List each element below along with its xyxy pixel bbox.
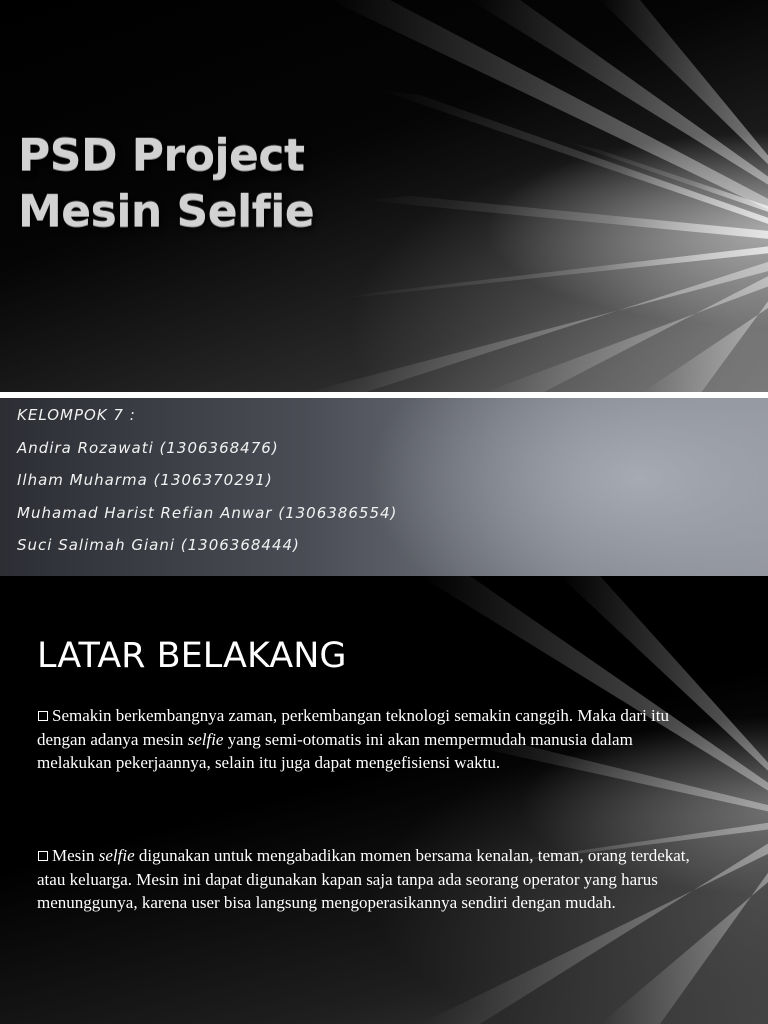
- group-label: KELOMPOK 7 :: [17, 406, 136, 424]
- background-slide: [0, 576, 768, 1024]
- author-item: Andira Rozawati (1306368476): [17, 438, 279, 457]
- paragraph-2-text-start: Mesin: [52, 846, 99, 865]
- paragraph-2-text-end: digunakan untuk mengabadikan momen bersama kenalan, teman, orang terdekat, atau keluarga. Mesin ini dapat digunakan kapan saja tanpa ada seorang operator yang harus menunggunya, karena user bisa langsung mengoperasikannya sendiri dengan mudah.: [37, 846, 690, 913]
- title-line-1: PSD Project: [18, 130, 305, 181]
- paragraph-1-text-start: Semakin berkembangnya zaman, perkembangan teknologi semakin canggih. Maka dari itu dengan adanya mesin: [37, 706, 669, 749]
- presentation-title: [18, 128, 314, 240]
- checkbox-bullet-icon: [38, 851, 48, 861]
- author-item: Ilham Muharma (1306370291): [17, 471, 273, 489]
- title-slide-background: [0, 0, 768, 394]
- paragraph-2-italic: selfie: [98, 846, 135, 865]
- author-item: Suci Salimah Giani (1306368444): [17, 536, 300, 554]
- section-heading: LATAR BELAKANG: [37, 636, 347, 676]
- authors-list: [17, 404, 397, 567]
- author-item: Muhamad Harist Refian Anwar (1306386554): [17, 503, 398, 522]
- paragraph-1: [37, 704, 697, 775]
- checkbox-bullet-icon: [38, 711, 48, 721]
- title-line-2: Mesin Selfie: [18, 186, 315, 237]
- paragraph-2: [37, 844, 697, 915]
- paragraph-1-italic: selfie: [187, 729, 224, 749]
- authors-band: [0, 398, 768, 576]
- paragraph-1-text-end: yang semi-otomatis ini akan mempermudah manusia dalam melakukan pekerjaannya, selain itu juga dapat mengefisiensi waktu.: [37, 729, 633, 773]
